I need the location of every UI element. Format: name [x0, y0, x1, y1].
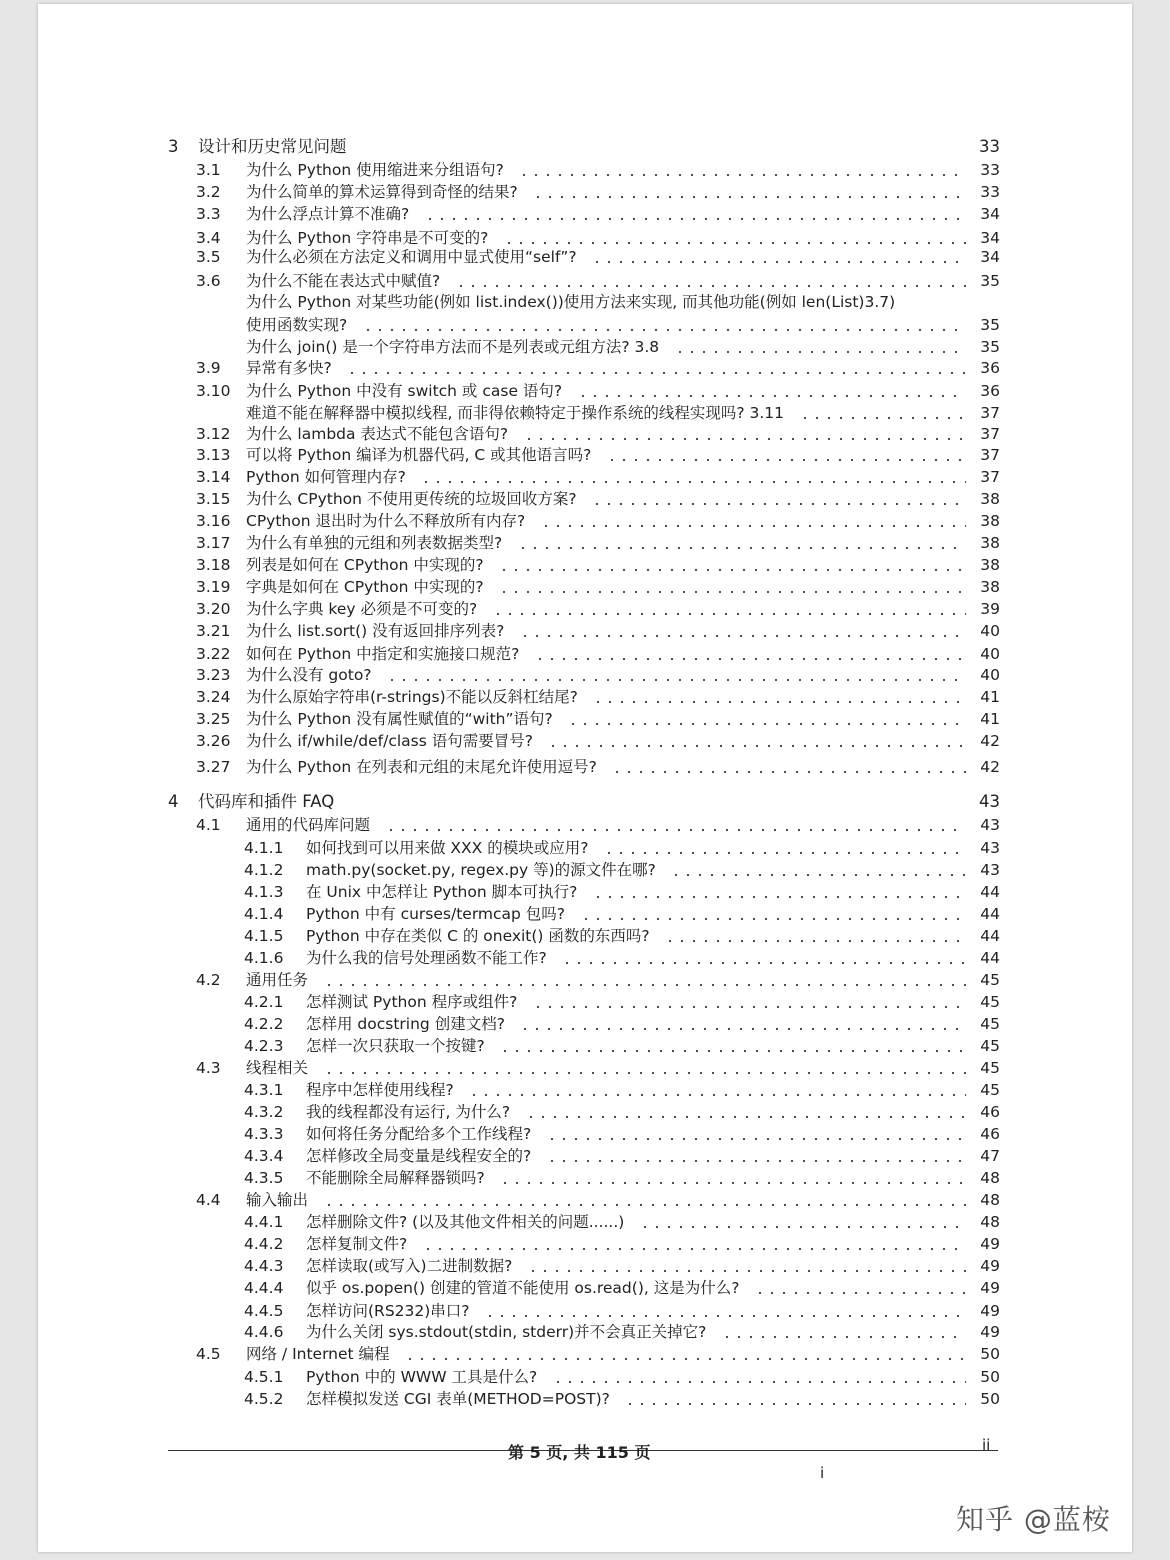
toc-page-number: 35: [980, 272, 1000, 290]
toc-page-number: 43: [980, 816, 1000, 834]
toc-page-number: 39: [980, 600, 1000, 618]
toc-page-number: 49: [980, 1323, 1000, 1341]
toc-page-number: 43: [979, 792, 1000, 811]
toc-entry-number: 3.14: [196, 468, 231, 486]
toc-entry-title: 字典是如何在 CPython 中实现的?: [246, 578, 484, 596]
toc-entry-number: 4.1.1: [244, 839, 284, 857]
toc-leader-dots: [323, 1204, 966, 1206]
toc-leader-dots: [532, 196, 966, 198]
toc-entry-title: 似乎 os.popen() 创建的管道不能使用 os.read(), 这是为什么?: [306, 1279, 740, 1297]
toc-entry-title: 为什么 list.sort() 没有返回排序列表?: [246, 622, 505, 640]
toc-page-number: 44: [980, 949, 1000, 967]
toc-page-number: 44: [980, 905, 1000, 923]
toc-leader-dots: [499, 1050, 966, 1052]
toc-entry-number: 3.1: [196, 161, 221, 179]
toc-entry-number: 3.22: [196, 645, 231, 663]
toc-entry-number: 4.3.4: [244, 1147, 284, 1165]
toc-page-number: 45: [980, 1081, 1000, 1099]
toc-entry-number: 4.2: [196, 971, 221, 989]
toc-leader-dots: [561, 962, 966, 964]
toc-leader-dots: [385, 829, 966, 831]
toc-entry-number: 4.1.3: [244, 883, 284, 901]
toc-entry-number: 4.4.1: [244, 1213, 284, 1231]
toc-entry-title: 怎样一次只获取一个按键?: [306, 1037, 485, 1055]
toc-leader-dots: [603, 852, 966, 854]
toc-leader-dots: [592, 701, 966, 703]
toc-entry-number: 3.10: [196, 382, 231, 400]
toc-leader-dots: [546, 1138, 966, 1140]
toc-entry-title: 为什么有单独的元组和列表数据类型?: [246, 534, 503, 552]
toc-page-number: 50: [980, 1390, 1000, 1408]
toc-entry-title: 列表是如何在 CPython 中实现的?: [246, 556, 484, 574]
toc-entry-number: 4.1.2: [244, 861, 284, 879]
toc-page-number: 50: [980, 1368, 1000, 1386]
toc-entry-title: 输入输出: [246, 1191, 309, 1209]
toc-leader-dots: [498, 569, 966, 571]
toc-page-number: 36: [980, 359, 1000, 377]
toc-entry-title: 我的线程都没有运行, 为什么?: [306, 1103, 511, 1121]
toc-entry-title: 为什么我的信号处理函数不能工作?: [306, 949, 547, 967]
toc-entry-title: 通用任务: [246, 971, 309, 989]
toc-page-number: 40: [980, 622, 1000, 640]
toc-entry-number: 4.2.2: [244, 1015, 284, 1033]
toc-entry-title: 代码库和插件 FAQ: [198, 792, 335, 811]
toc-entry-title: 设计和历史常见问题: [198, 137, 347, 156]
toc-leader-dots: [484, 1315, 966, 1317]
toc-entry-number: 4: [168, 792, 179, 811]
toc-page-number: 43: [980, 839, 1000, 857]
roman-page-number-alt: i: [820, 1464, 825, 1482]
toc-leader-dots: [721, 1336, 966, 1338]
toc-leader-dots: [468, 1094, 966, 1096]
toc-entry-number: 4.3: [196, 1059, 221, 1077]
toc-entry-number: 4.5: [196, 1345, 221, 1363]
toc-entry-title: 为什么 Python 对某些功能(例如 list.index())使用方法来实现, 而其他功能(例如 len(List)3.7): [246, 293, 896, 311]
toc-entry-title: 怎样模拟发送 CGI 表单(METHOD=POST)?: [306, 1390, 610, 1408]
toc-page-number: 38: [980, 556, 1000, 574]
toc-entry-number: 4.4: [196, 1191, 221, 1209]
toc-entry-number: 4.1: [196, 816, 221, 834]
toc-entry-number: 4.1.5: [244, 927, 284, 945]
toc-entry-title: 为什么 CPython 不使用更传统的垃圾回收方案?: [246, 490, 577, 508]
toc-entry-title: 使用函数实现?: [246, 316, 348, 334]
toc-entry-title: CPython 退出时为什么不释放所有内存?: [246, 512, 526, 530]
toc-entry-title: 为什么 if/while/def/class 语句需要冒号?: [246, 732, 533, 750]
toc-entry-title: 如何在 Python 中指定和实施接口规范?: [246, 645, 520, 663]
toc-entry-number: 3: [168, 137, 179, 156]
toc-leader-dots: [592, 896, 966, 898]
toc-leader-dots: [591, 261, 966, 263]
toc-entry-number: 4.5.2: [244, 1390, 284, 1408]
toc-entry-number: 3.13: [196, 446, 231, 464]
toc-entry-title: Python 如何管理内存?: [246, 468, 406, 486]
toc-entry-number: 4.1.4: [244, 905, 284, 923]
toc-leader-dots: [552, 1381, 966, 1383]
toc-leader-dots: [577, 395, 966, 397]
toc-entry-title: 为什么必须在方法定义和调用中显式使用“self”?: [246, 248, 577, 266]
toc-entry-number: 4.4.6: [244, 1323, 284, 1341]
toc-leader-dots: [580, 918, 966, 920]
toc-page-number: 45: [980, 993, 1000, 1011]
toc-page-number: 36: [980, 382, 1000, 400]
toc-entry-title: 通用的代码库问题: [246, 816, 371, 834]
toc-entry-title: math.py(socket.py, regex.py 等)的源文件在哪?: [306, 861, 656, 879]
toc-leader-dots: [346, 372, 966, 374]
toc-entry-title: 为什么简单的算术运算得到奇怪的结果?: [246, 183, 518, 201]
toc-page-number: 33: [980, 183, 1000, 201]
toc-entry-number: 3.6: [196, 272, 221, 290]
toc-entry-number: 3.15: [196, 490, 231, 508]
toc-leader-dots: [754, 1292, 966, 1294]
toc-entry-title: 怎样复制文件?: [306, 1235, 408, 1253]
toc-entry-number: 3.3: [196, 205, 221, 223]
toc-page-number: 41: [980, 688, 1000, 706]
toc-entry-title: Python 中的 WWW 工具是什么?: [306, 1368, 538, 1386]
toc-entry-number: 4.3.5: [244, 1169, 284, 1187]
toc-leader-dots: [323, 984, 966, 986]
toc-entry-number: 3.18: [196, 556, 231, 574]
toc-leader-dots: [404, 1358, 966, 1360]
toc-leader-dots: [639, 1226, 966, 1228]
toc-entry-title: 线程相关: [246, 1059, 309, 1077]
toc-page-number: 33: [979, 137, 1000, 156]
toc-entry-title: 程序中怎样使用线程?: [306, 1081, 454, 1099]
toc-entry-title: 为什么不能在表达式中赋值?: [246, 272, 441, 290]
toc-entry-title: Python 中有 curses/termcap 包吗?: [306, 905, 566, 923]
toc-leader-dots: [519, 635, 966, 637]
toc-leader-dots: [674, 351, 966, 353]
toc-page-number: 48: [980, 1213, 1000, 1231]
toc-leader-dots: [499, 1182, 966, 1184]
toc-entry-number: 4.5.1: [244, 1368, 284, 1386]
toc-entry-title: 为什么 Python 没有属性赋值的“with”语句?: [246, 710, 553, 728]
toc-leader-dots: [518, 174, 966, 176]
toc-page-number: 34: [980, 205, 1000, 223]
toc-entry-title: 为什么原始字符串(r-strings)不能以反斜杠结尾?: [246, 688, 578, 706]
toc-entry-number: 4.4.2: [244, 1235, 284, 1253]
toc-page-number: 50: [980, 1345, 1000, 1363]
toc-page-number: 41: [980, 710, 1000, 728]
toc-leader-dots: [534, 658, 966, 660]
toc-entry-title: Python 中存在类似 C 的 onexit() 函数的东西吗?: [306, 927, 650, 945]
toc-entry-title: 可以将 Python 编译为机器代码, C 或其他语言吗?: [246, 446, 592, 464]
toc-leader-dots: [611, 771, 966, 773]
toc-entry-title: 为什么浮点计算不准确?: [246, 205, 410, 223]
toc-leader-dots: [455, 285, 966, 287]
toc-leader-dots: [591, 503, 966, 505]
toc-entry-number: 3.25: [196, 710, 231, 728]
toc-entry-number: 4.2.3: [244, 1037, 284, 1055]
watermark: 知乎 @蓝桉: [956, 1503, 1111, 1536]
toc-entry-title: 怎样读取(或写入)二进制数据?: [306, 1257, 513, 1275]
toc-page-number: 48: [980, 1169, 1000, 1187]
toc-page-number: 38: [980, 512, 1000, 530]
roman-page-number: ii: [982, 1436, 991, 1454]
toc-entry-number: 3.20: [196, 600, 231, 618]
toc-leader-dots: [517, 547, 966, 549]
toc-page-number: 44: [980, 927, 1000, 945]
toc-page-number: 45: [980, 1015, 1000, 1033]
toc-entry-number: 3.26: [196, 732, 231, 750]
toc-page-number: 49: [980, 1279, 1000, 1297]
toc-leader-dots: [547, 745, 966, 747]
toc-entry-title: 在 Unix 中怎样让 Python 脚本可执行?: [306, 883, 578, 901]
toc-entry-number: 4.4.3: [244, 1257, 284, 1275]
toc-leader-dots: [799, 417, 966, 419]
toc-page-number: 37: [980, 425, 1000, 443]
toc-entry-number: 3.27: [196, 758, 231, 776]
toc-entry-title: 怎样测试 Python 程序或组件?: [306, 993, 518, 1011]
toc-page-number: 46: [980, 1103, 1000, 1121]
page-counter: 第 5 页, 共 115 页: [508, 1443, 651, 1462]
toc-entry-title: 为什么 Python 字符串是不可变的?: [246, 229, 489, 247]
toc-entry-number: 3.2: [196, 183, 221, 201]
toc-leader-dots: [492, 613, 966, 615]
toc-page-number: 37: [980, 404, 1000, 422]
toc-entry-title: 怎样修改全局变量是线程安全的?: [306, 1147, 532, 1165]
toc-entry-number: 4.3.3: [244, 1125, 284, 1143]
toc-entry-number: 3.21: [196, 622, 231, 640]
toc-entry-title: 为什么 Python 中没有 switch 或 case 语句?: [246, 382, 563, 400]
toc-leader-dots: [523, 438, 966, 440]
toc-leader-dots: [386, 679, 966, 681]
toc-page-number: 37: [980, 446, 1000, 464]
toc-entry-title: 如何将任务分配给多个工作线程?: [306, 1125, 532, 1143]
toc-page-number: 35: [980, 316, 1000, 334]
toc-entry-title: 为什么 Python 使用缩进来分组语句?: [246, 161, 504, 179]
toc-page-number: 49: [980, 1302, 1000, 1320]
toc-entry-title: 异常有多快?: [246, 359, 332, 377]
toc-leader-dots: [606, 459, 966, 461]
toc-leader-dots: [540, 525, 966, 527]
toc-entry-title: 为什么没有 goto?: [246, 666, 372, 684]
toc-entry-number: 3.16: [196, 512, 231, 530]
toc-entry-title: 网络 / Internet 编程: [246, 1345, 390, 1363]
toc-page-number: 45: [980, 971, 1000, 989]
toc-page-number: 48: [980, 1191, 1000, 1209]
toc-entry-number: 3.23: [196, 666, 231, 684]
toc-page-number: 42: [980, 732, 1000, 750]
toc-page-number: 34: [980, 229, 1000, 247]
toc-leader-dots: [567, 723, 966, 725]
toc-page-number: 44: [980, 883, 1000, 901]
toc-entry-title: 为什么 lambda 表达式不能包含语句?: [246, 425, 509, 443]
toc-entry-title: 怎样删除文件? (以及其他文件相关的问题......): [306, 1213, 625, 1231]
toc-leader-dots: [519, 1028, 966, 1030]
toc-leader-dots: [527, 1270, 966, 1272]
toc-page-number: 42: [980, 758, 1000, 776]
toc-page-number: 38: [980, 490, 1000, 508]
toc-page-number: 38: [980, 534, 1000, 552]
toc-entry-number: 3.12: [196, 425, 231, 443]
toc-entry-number: 3.24: [196, 688, 231, 706]
toc-entry-title: 如何找到可以用来做 XXX 的模块或应用?: [306, 839, 589, 857]
toc-entry-number: 3.5: [196, 248, 221, 266]
toc-entry-title: 怎样访问(RS232)串口?: [306, 1302, 470, 1320]
toc-entry-number: 4.4.5: [244, 1302, 284, 1320]
toc-page-number: 45: [980, 1037, 1000, 1055]
toc-page-number: 40: [980, 645, 1000, 663]
toc-leader-dots: [424, 218, 966, 220]
toc-leader-dots: [323, 1072, 966, 1074]
toc-leader-dots: [422, 1248, 966, 1250]
toc-entry-number: 3.19: [196, 578, 231, 596]
toc-page-number: 34: [980, 248, 1000, 266]
toc-leader-dots: [420, 481, 966, 483]
toc-entry-number: 4.2.1: [244, 993, 284, 1011]
toc-entry-title: 为什么 Python 在列表和元组的末尾允许使用逗号?: [246, 758, 597, 776]
toc-page-number: 38: [980, 578, 1000, 596]
toc-leader-dots: [525, 1116, 966, 1118]
toc-entry-number: 4.4.4: [244, 1279, 284, 1297]
toc-page-number: 37: [980, 468, 1000, 486]
toc-page-number: 45: [980, 1059, 1000, 1077]
toc-page-number: 49: [980, 1235, 1000, 1253]
toc-entry-title: 不能删除全局解释器锁吗?: [306, 1169, 485, 1187]
toc-page-number: 40: [980, 666, 1000, 684]
toc-entry-number: 4.3.2: [244, 1103, 284, 1121]
toc-leader-dots: [624, 1403, 966, 1405]
toc-entry-title: 为什么关闭 sys.stdout(stdin, stderr)并不会真正关掉它?: [306, 1323, 707, 1341]
toc-entry-title: 怎样用 docstring 创建文档?: [306, 1015, 505, 1033]
toc-entry-title: 为什么 join() 是一个字符串方法而不是列表或元组方法? 3.8: [246, 338, 660, 356]
toc-page-number: 49: [980, 1257, 1000, 1275]
toc-leader-dots: [532, 1006, 966, 1008]
toc-entry-number: 4.1.6: [244, 949, 284, 967]
toc-entry-number: 3.9: [196, 359, 221, 377]
toc-page-number: 33: [980, 161, 1000, 179]
toc-leader-dots: [498, 591, 966, 593]
toc-leader-dots: [670, 874, 966, 876]
toc-entry-title: 难道不能在解释器中模拟线程, 而非得依赖特定于操作系统的线程实现吗? 3.11: [246, 404, 785, 422]
toc-entry-number: 3.17: [196, 534, 231, 552]
toc-leader-dots: [664, 940, 966, 942]
toc-entry-number: 4.3.1: [244, 1081, 284, 1099]
toc-leader-dots: [503, 242, 966, 244]
toc-entry-number: 3.4: [196, 229, 221, 247]
toc-page-number: 35: [980, 338, 1000, 356]
toc-page-number: 46: [980, 1125, 1000, 1143]
toc-leader-dots: [546, 1160, 966, 1162]
toc-page-number: 43: [980, 861, 1000, 879]
toc-leader-dots: [362, 329, 966, 331]
toc-page-number: 47: [980, 1147, 1000, 1165]
toc-entry-title: 为什么字典 key 必须是不可变的?: [246, 600, 478, 618]
